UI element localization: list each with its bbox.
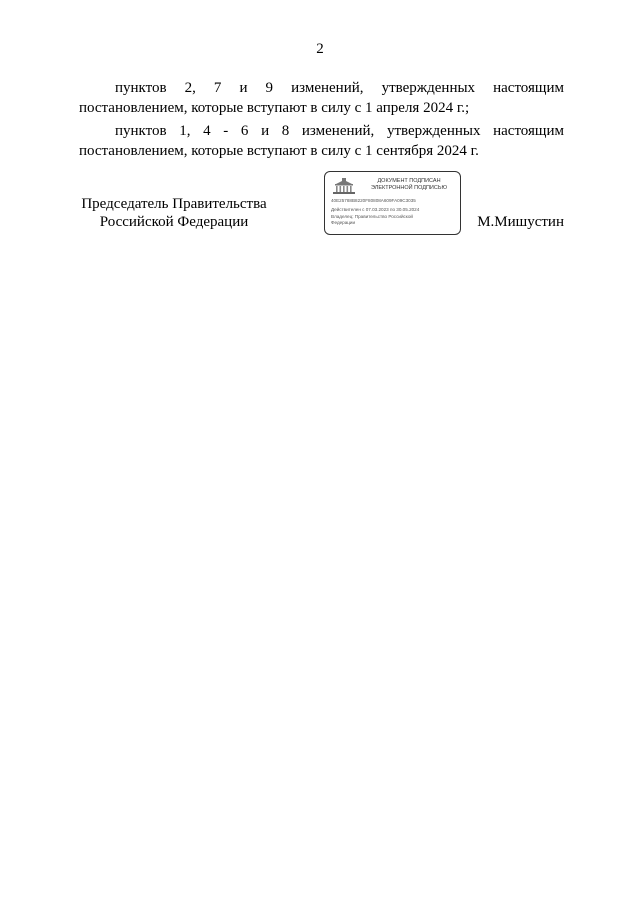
paragraph-september bbox=[79, 121, 564, 161]
paragraph-line: постановлением, которые вступают в силу с 1 сентября 2024 г. bbox=[79, 143, 479, 159]
signer-name: М.Мишустин bbox=[477, 214, 564, 230]
stamp-owner-cont: Федерации bbox=[331, 220, 356, 225]
page-number: 2 bbox=[316, 41, 324, 57]
government-building-icon bbox=[331, 177, 357, 195]
electronic-signature-stamp bbox=[324, 171, 461, 235]
signer-position bbox=[79, 195, 269, 231]
stamp-heading-line: ЭЛЕКТРОННОЙ ПОДПИСЬЮ bbox=[370, 185, 448, 191]
paragraph-line: постановлением, которые вступают в силу с 1 апреля 2024 г.; bbox=[79, 100, 470, 116]
signer-position-line: Председатель Правительства bbox=[81, 196, 267, 212]
stamp-owner: Владелец: Правительство Российской bbox=[331, 214, 413, 219]
signer-position-line: Российской Федерации bbox=[99, 214, 249, 230]
stamp-certificate: 40E25788B8220F80808A609FA09C3035 bbox=[331, 198, 416, 203]
document-body bbox=[79, 78, 564, 164]
stamp-heading-line: ДОКУМЕНТ ПОДПИСАН bbox=[377, 178, 441, 184]
stamp-validity: Действителен с 07.03.2023 по 30.05.2024 bbox=[331, 207, 420, 212]
paragraph-line: пунктов 1, 4 - 6 и 8 изменений, утвержденных настоящим bbox=[115, 123, 564, 139]
paragraph-april bbox=[79, 78, 564, 118]
paragraph-line: пунктов 2, 7 и 9 изменений, утвержденных настоящим bbox=[115, 80, 564, 96]
stamp-heading bbox=[361, 178, 457, 192]
